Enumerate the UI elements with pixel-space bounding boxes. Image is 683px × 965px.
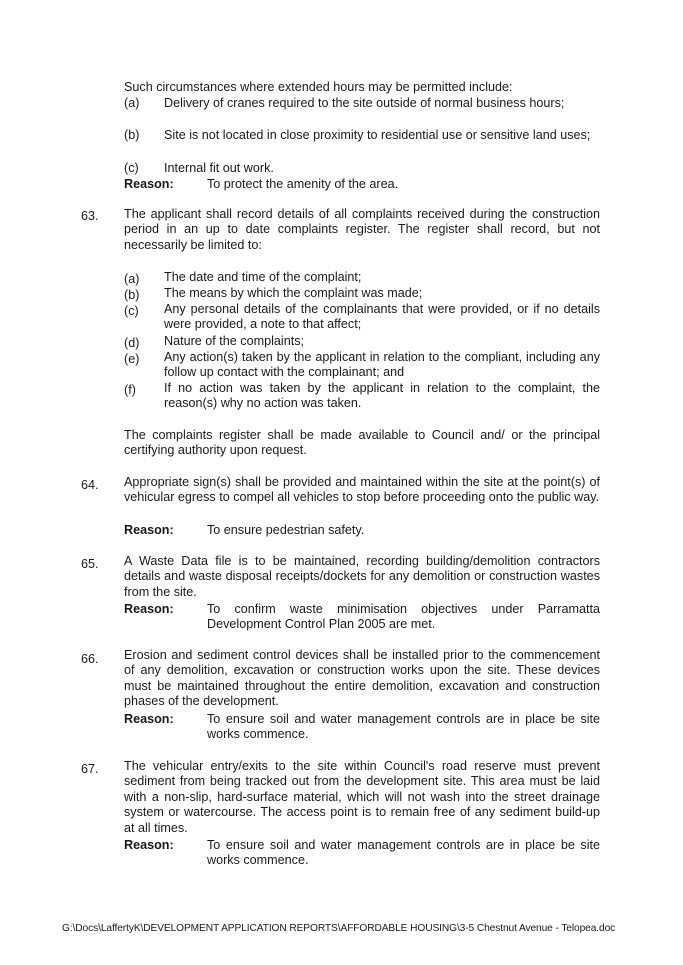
- condition-65-text: A Waste Data file is to be maintained, recording building/demolition contractors details and waste disposal receipts/dockets for any demolition or construction wastes from the site.: [124, 554, 600, 599]
- condition-number-66: 66.: [81, 652, 99, 666]
- reason-text: To protect the amenity of the area.: [207, 177, 399, 191]
- item-text: Any action(s) taken by the applicant in relation to the compliant, including any follow up contact with the complainant; and: [164, 350, 600, 380]
- item-text: Internal fit out work.: [164, 161, 274, 175]
- item-label: (e): [124, 352, 140, 366]
- item-label: (d): [124, 336, 140, 350]
- file-path-footer: G:\Docs\LaffertyK\DEVELOPMENT APPLICATION REPORTS\AFFORDABLE HOUSING\3-5 Chestnut Avenue - Telopea.doc: [62, 923, 616, 934]
- item-text: The date and time of the complaint;: [164, 270, 362, 284]
- reason-label: Reason:: [124, 523, 174, 537]
- reason-text: To ensure soil and water management controls are in place be site works commence.: [207, 712, 600, 742]
- reason-text: To ensure soil and water management controls are in place be site works commence.: [207, 838, 600, 868]
- item-label: (b): [124, 128, 140, 142]
- condition-63-text: The applicant shall record details of all complaints received during the construction period in an up to date complaints register. The register shall record, but not necessarily be limited to:: [124, 207, 600, 252]
- reason-text: To ensure pedestrian safety.: [207, 523, 365, 537]
- condition-number-64: 64.: [81, 478, 99, 492]
- condition-64-text: Appropriate sign(s) shall be provided and maintained within the site at the point(s) of vehicular egress to compel all vehicles to stop before proceeding onto the public way.: [124, 475, 600, 505]
- intro-text: Such circumstances where extended hours may be permitted include:: [124, 80, 513, 94]
- condition-number-67: 67.: [81, 762, 99, 776]
- item-label: (a): [124, 272, 140, 286]
- reason-label: Reason:: [124, 602, 174, 616]
- item-label: (b): [124, 288, 140, 302]
- item-text: Nature of the complaints;: [164, 334, 305, 348]
- reason-label: Reason:: [124, 177, 174, 191]
- item-text: If no action was taken by the applicant in relation to the complaint, the reason(s) why no action was taken.: [164, 381, 600, 411]
- reason-text: To confirm waste minimisation objectives under Parramatta Development Control Plan 2005 are met.: [207, 602, 600, 632]
- condition-number-65: 65.: [81, 557, 99, 571]
- item-text: Any personal details of the complainants that were provided, or if no details were provided, a note to that affect;: [164, 302, 600, 332]
- item-label: (c): [124, 161, 139, 175]
- condition-67-text: The vehicular entry/exits to the site within Council's road reserve must prevent sediment from being tracked out from the development site. This area must be laid with a non-slip, hard-surface material, which will not wash into the street drainage system or watercourse. The access point is to remain free of any sediment build-up at all times.: [124, 759, 600, 835]
- item-label: (c): [124, 304, 139, 318]
- item-label: (a): [124, 96, 140, 110]
- condition-number-63: 63.: [81, 209, 99, 223]
- item-label: (f): [124, 383, 136, 397]
- condition-66-text: Erosion and sediment control devices shall be installed prior to the commencement of any demolition, excavation or construction works upon the site. These devices must be maintained throughout the entire demolition, excavation and construction phases of the development.: [124, 648, 600, 709]
- reason-label: Reason:: [124, 712, 174, 726]
- item-text: Site is not located in close proximity to residential use or sensitive land uses;: [164, 128, 591, 142]
- item-text: Delivery of cranes required to the site outside of normal business hours;: [164, 96, 565, 110]
- item-text: The means by which the complaint was made;: [164, 286, 423, 300]
- reason-label: Reason:: [124, 838, 174, 852]
- condition-63-closing: The complaints register shall be made available to Council and/ or the principal certifying authority upon request.: [124, 428, 600, 458]
